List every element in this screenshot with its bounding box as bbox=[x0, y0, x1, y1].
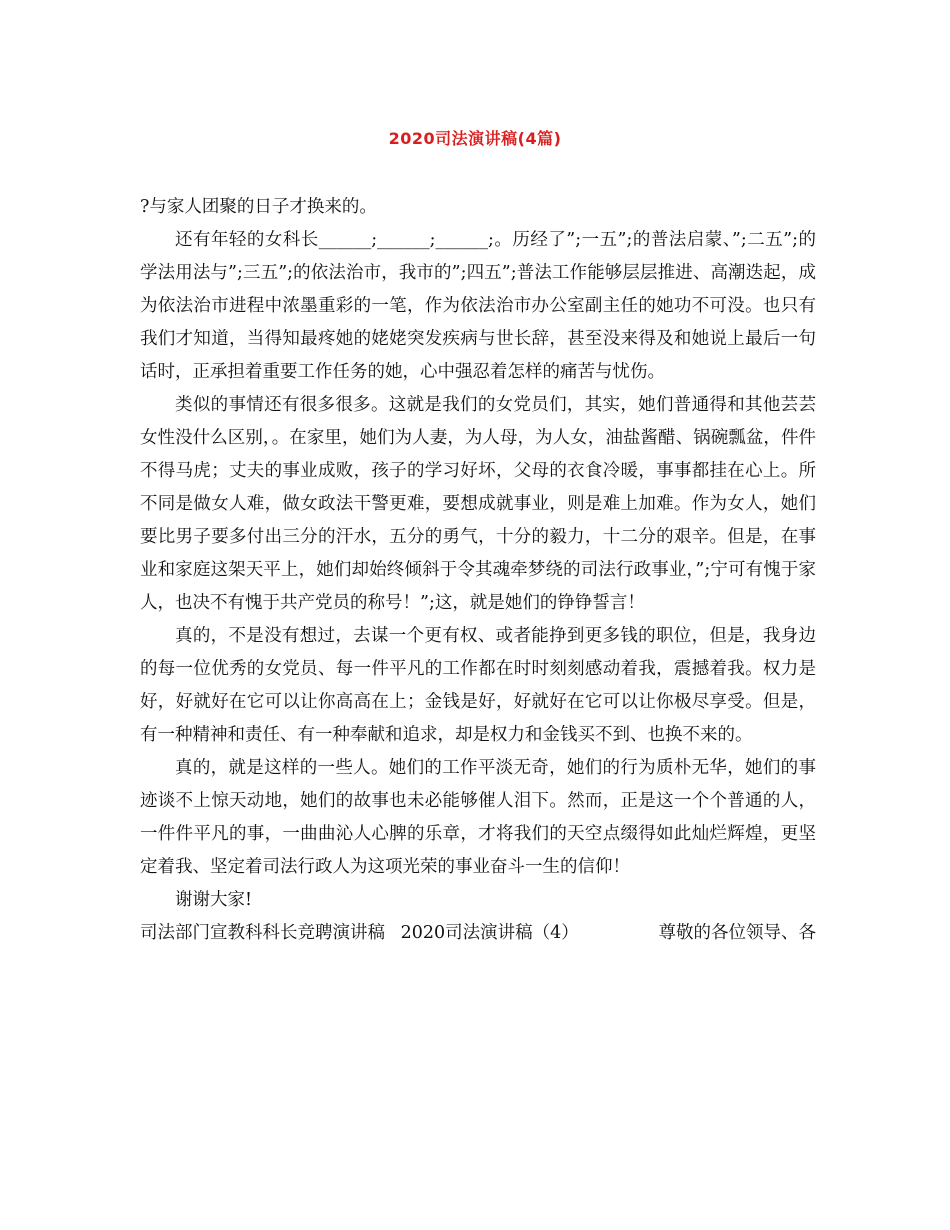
paragraph-3: 真的，不是没有想过，去谋一个更有权、或者能挣到更多钱的职位，但是，我身边的每一位优秀的女党员、每一件平凡的工作都在时时刻刻感动着我，震撼着我。权力是好，好就好在它可以让你高高在上；金钱是好，好就好在它可以让你极尽享受。但是，有一种精神和责任、有一种奉献和追求，却是权力和金钱买不到、也换不来的。 bbox=[140, 626, 816, 745]
next-speech-heading-line bbox=[140, 917, 816, 950]
next-speech-opening: 尊敬的各位领导、各 bbox=[658, 923, 816, 943]
next-speech-heading-left bbox=[140, 917, 579, 950]
next-speech-subtitle: 2020司法演讲稿（4） bbox=[400, 923, 579, 943]
paragraph-4: 真的，就是这样的一些人。她们的工作平淡无奇，她们的行为质朴无华，她们的事迹谈不上惊天动地，她们的故事也未必能够催人泪下。然而，正是这一个个普通的人，一件件平凡的事，一曲曲沁人心脾的乐章，才将我们的天空点缀得如此灿烂辉煌，更坚定着我、坚定着司法行政人为这项光荣的事业奋斗一生的信仰！ bbox=[140, 758, 816, 877]
paragraph-continuation: ?与家人团聚的日子才换来的。 bbox=[140, 197, 377, 217]
document-body bbox=[140, 191, 816, 950]
paragraph-1: 还有年轻的女科长______;______;______;。历经了”;一五”;的普法启蒙、”;二五”;的学法用法与”;三五”;的依法治市，我市的”;四五”;普法工作能够层层推进、高潮迭起，成为依法治市进程中浓墨重彩的一笔，作为依法治市办公室副主任的她功不可没。也只有我们才知道，当得知最疼她的姥姥突发疾病与世长辞，甚至没来得及和她说上最后一句话时，正承担着重要工作任务的她，心中强忍着怎样的痛苦与忧伤。 bbox=[140, 230, 816, 382]
next-speech-title: 司法部门宣教科科长竞聘演讲稿 bbox=[140, 923, 385, 943]
closing-line: 谢谢大家! bbox=[175, 890, 253, 910]
document-title: 2020司法演讲稿(4篇) bbox=[388, 129, 562, 148]
paragraph-2: 类似的事情还有很多很多。这就是我们的女党员们，其实，她们普通得和其他芸芸女性没什么区别，。在家里，她们为人妻，为人母，为人女，油盐酱醋、锅碗瓢盆，件件不得马虎；丈夫的事业成败，孩子的学习好坏，父母的衣食冷暖，事事都挂在心上。所不同是做女人难，做女政法干警更难，要想成就事业，则是难上加难。作为女人，她们要比男子要多付出三分的汗水，五分的勇气，十分的毅力，十二分的艰辛。但是，在事业和家庭这架天平上，她们却始终倾斜于令其魂牵梦绕的司法行政事业，”;宁可有愧于家人，也决不有愧于共产党员的称号！”;这，就是她们的铮铮誓言！ bbox=[140, 395, 816, 613]
